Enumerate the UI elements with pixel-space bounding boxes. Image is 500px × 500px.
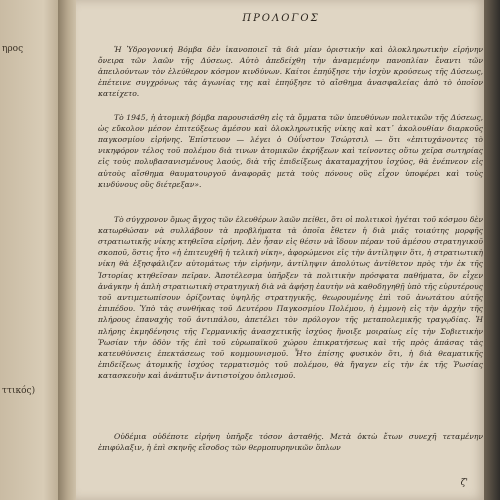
paragraph-4: Οὐδέμια οὐδέποτε εἰρήνη ὑπῆρξε τόσον ἀσταθής. Μετὰ ὀκτὼ ἔτων συνεχῆ τεταμένην ἐπιφύλαξιν, ἡ ἐπὶ σκηνῆς εἴσοδος τῶν θερμοπυρηνικῶν ὅπλων [98, 431, 483, 452]
book-page [76, 0, 486, 500]
left-page-fragment-top: ηρος [2, 44, 24, 54]
paragraph-2: Τὸ 1945, ἡ ἀτομικὴ βόμβα παρουσιάσθη εἰς τὰ ὄμματα τῶν ὑπευθύνων πολιτικῶν τῆς Δύσεως, ὡς εὔκολον μέσον ἐπιτεύξεως ἀμέσου καὶ ὁλοκληρωτικῆς νίκης καὶ κατ᾿ ἀκολουθίαν διαρκοῦς παγκοσμίου εἰρήνης. Ἐπίστευον — λέγει ὁ Οὐΐνστον Τσώρτσιλ — ὅτι «ἐπιτυχάνοντες τὸ νικηφόρον τέλος τοῦ πολέμου διὰ τινων ἀτομικῶν ἐκρήξεων καὶ τείνοντες οὕτω χεῖρα σωτηρίας εἰς τοὺς πολυβασανισμένους λαούς, διὰ τῆς ἐπιδείξεως ἀκαταμαχήτου ἰσχύος, θὰ ἐνέπνεον εἰς αὐτοὺς αἴσθημα θαυματουργοῦ ἀναφορᾶς μετὰ τοὺς πόνους οὓς εἶχον ὑποφέρει καὶ τοὺς κινδύνους οὓς διέτρεξαν». [98, 112, 483, 189]
paragraph-3: Τὸ σύγχρονον ὅμως ἄγχος τῶν ἐλευθέρων λαῶν πείθει, ὅτι οἱ πολιτικοὶ ἡγέται τοῦ κόσμου δὲν κατωρθώσαν νὰ συλλάβουν τὰ προβλήματα τὰ ὁποῖα ἔθετεν ἡ διὰ μιᾶς τοιαύτης μορφῆς στρατιωτικῆς νίκης κτηθεῖσα εἰρήνη. Δὲν ἦσαν εἰς θέσιν νὰ ἴδουν πέραν τοῦ ἀμέσου στρατηγικοῦ σκοποῦ, ὅστις ἦτο «ἡ ἐπιτευχθῆ ἡ τελικὴ νίκη», ἀφορώμενοι εἰς τὴν ἀντίληψιν ὅτι, ἡ στρατιωτικὴ νίκη θὰ ἐξησφάλιζεν αὐτομάτως τὴν εἰρήνην, ἀντίληψιν ἀπολύτως ἀντίθετον πρὸς τὴν ἐκ τῆς Ἱστορίας κτηθεῖσαν πεῖραν. Ἀποτέλεσμα ὑπῆρξεν τὰ πολιτικὴν πρόσφατα παθήματα, ὅν εἶχεν ἀνάγκην ἡ ἁπλὴ στρατιωτικὴ στρατηγικὴ διὰ νὰ ἀφήσῃ ἑαυτὴν νὰ καθοδηγηθῇ ὑπὸ τῆς εὐρυτέρους τοῦ αντιμετωπίσουν ὁρίζοντας ὑψηλῆς στρατηγικῆς, θεωρουμένης ἐπὶ τοῦ ἀνωτάτου αὐτῆς ἐπιπέδου. Ὑπὸ τὰς συνθήκας τοῦ Δευτέρου Παγκοσμίου Πολέμου, ἡ ἐμμονὴ εἰς τὴν ἀρχὴν τῆς πλήρους ἐπαναχὴς τοῦ ἀντιπάλου, ἀπετέλει τὸν πρόλογον τῆς μεταπολεμικῆς τραγῳδίας. Ἡ πλήρης ἐκμηδένησις τῆς Γερμανικῆς ἀνασχετικῆς ἰσχύος ἤνοιξε μοιραίως εἰς τὴν Σοβιετικὴν Ῥωσίαν τὴν ὁδὸν τῆς ἐπὶ τοῦ εὐρωπαϊκοῦ χώρου ἐπικρατήσεως καὶ τῆς πρὸς ἁπάσας τὰς κατευθύνσεις ἐπεκτάσεως τοῦ κομμουνισμοῦ. Ἦτο ἐπίσης φυσικὸν ὅτι, ἡ διὰ θεαματικῆς ἐπιδείξεως ἀτομικῆς ἰσχύος τερματισμὸς τοῦ πολέμου, θὰ ἤγαγεν εἰς τὴν ἐκ τῆς Ῥωσίας κατασκευὴν καὶ ἀνάπτυξιν ἀντιστοίχου ὁπλισμοῦ. [98, 214, 483, 381]
right-page-edge [484, 0, 500, 500]
page-title: ΠΡΟΛΟΓΟΣ [242, 13, 320, 24]
page-number: ζ' [460, 478, 468, 488]
paragraph-1: Ἡ Ὑδρογονική Βόμβα δὲν ἱκανοποιεῖ τὰ διὰ μίαν ὁριστικὴν καὶ ὁλοκληρωτικὴν εἰρήνην ὄνειρα τῶν λαῶν τῆς Δύσεως. Αὐτὸ ἀπεδείχθη τὴν ἀναμεμένην πανοπλίαν ἔναντι τῶν ἀπειλούντων τὸν ἐλεύθερον κόσμον κινδύνων. Καίτοι ἐπηύξησε τὴν ἰσχὺν κρούσεως τῆς Δύσεως, ἐπέτεινε συγχρόνως τὰς ἀγωνίας της καὶ ἐπηύξησε τὸ αἴσθημα ἀνασφαλείας ἀπὸ τὸ ὁποῖον κατείχετο. [98, 44, 483, 99]
left-page-fragment-bottom: ττικός) [2, 386, 36, 396]
left-page-edge [0, 0, 62, 500]
